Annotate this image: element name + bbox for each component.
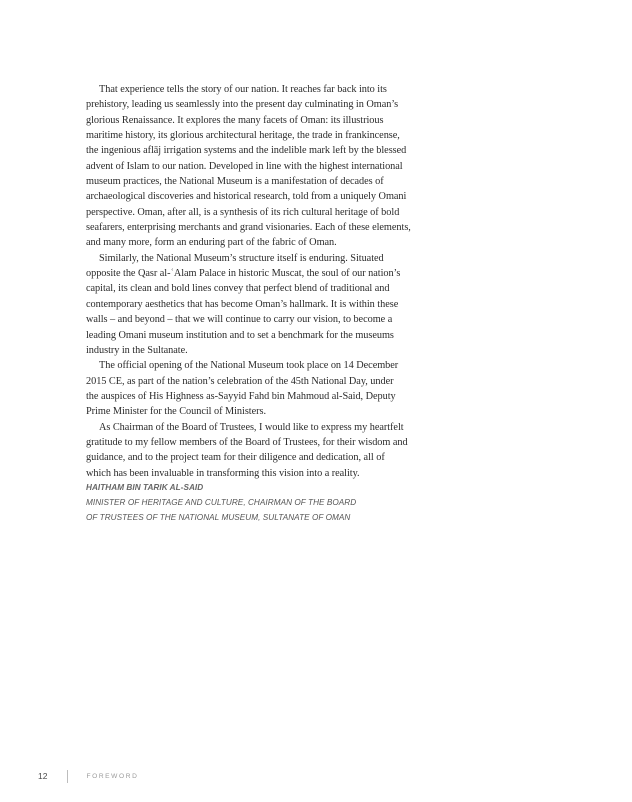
paragraph-4	[86, 420, 436, 481]
foreword-body	[86, 82, 436, 481]
section-label: FOREWORD	[86, 772, 139, 780]
footer-divider	[67, 770, 68, 783]
paragraph-2	[86, 251, 436, 358]
text-line: capital, its clean and bold lines convey that perfect blend of traditional and	[86, 283, 390, 295]
text-line: glorious Renaissance. It explores the many facets of Oman: its illustrious	[86, 114, 384, 126]
text-line: perspective. Oman, after all, is a synthesis of its rich cultural heritage of bold	[86, 206, 400, 218]
page-footer	[38, 769, 138, 783]
paragraph-1	[86, 82, 436, 251]
text-line: the auspices of His Highness as-Sayyid Fahd bin Mahmoud al-Said, Deputy	[86, 390, 396, 402]
text-line: The official opening of the National Museum took place on 14 December	[99, 360, 399, 372]
text-line: That experience tells the story of our nation. It reaches far back into its	[99, 84, 387, 95]
text-line: As Chairman of the Board of Trustees, I would like to express my heartfelt	[99, 421, 404, 433]
text-line: maritime history, its glorious architectural heritage, the trade in frankincense,	[86, 130, 400, 142]
signatory-title-line: OF TRUSTEES OF THE NATIONAL MUSEUM, SULTANATE OF OMAN	[86, 513, 351, 523]
text-line: the ingenious aflāj irrigation systems and the indelible mark left by the blessed	[86, 145, 407, 157]
text-line: contemporary aesthetics that has become Oman’s hallmark. It is within these	[86, 298, 399, 310]
text-line: archaeological discoveries and historical research, told from a uniquely Omani	[86, 191, 407, 203]
signature-block	[86, 480, 356, 526]
page-number: 12	[38, 771, 48, 781]
paragraph-3	[86, 358, 436, 419]
text-line: prehistory, leading us seamlessly into the present day culminating in Oman’s	[86, 99, 399, 111]
text-line: Prime Minister for the Council of Ministers.	[86, 406, 266, 418]
text-line: Similarly, the National Museum’s structure itself is enduring. Situated	[99, 252, 384, 264]
text-line: 2015 CE, as part of the nation’s celebration of the 45th National Day, under	[86, 375, 394, 387]
text-line: industry in the Sultanate.	[86, 344, 188, 356]
signatory-title-line: MINISTER OF HERITAGE AND CULTURE, CHAIRMAN OF THE BOARD	[86, 498, 357, 508]
text-line: advent of Islam to our nation. Developed in line with the highest international	[86, 160, 403, 172]
text-line: leading Omani museum institution and to set a benchmark for the museums	[86, 329, 394, 341]
text-line: guidance, and to the project team for their diligence and dedication, all of	[86, 452, 385, 464]
text-line: gratitude to my fellow members of the Board of Trustees, for their wisdom and	[86, 436, 408, 448]
text-line: museum practices, the National Museum is a manifestation of decades of	[86, 176, 384, 188]
text-line: walls – and beyond – that we will continue to carry our vision, to become a	[86, 314, 393, 326]
signatory-name: HAITHAM BIN TARIK AL-SAID	[86, 483, 204, 492]
text-line: and many more, form an enduring part of the fabric of Oman.	[86, 237, 337, 249]
text-line: which has been invaluable in transforming this vision into a reality.	[86, 467, 360, 479]
text-line: seafarers, enterprising merchants and grand visionaries. Each of these elements,	[86, 222, 411, 234]
text-line: opposite the Qasr al-ʿAlam Palace in historic Muscat, the soul of our nation’s	[86, 268, 401, 280]
